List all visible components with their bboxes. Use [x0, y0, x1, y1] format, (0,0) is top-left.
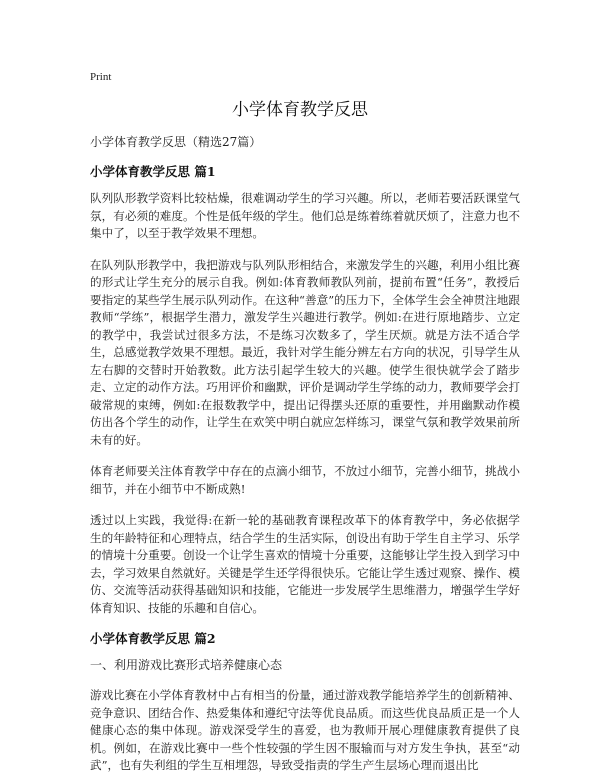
section-1: [90, 164, 520, 617]
document-title: 小学体育教学反思: [232, 100, 368, 120]
section-heading: 小学体育教学反思 篇2: [90, 631, 216, 646]
section-heading: 小学体育教学反思 篇1: [90, 164, 216, 179]
section-subheading: 一、利用游戏比赛形式培养健康心态: [90, 658, 283, 672]
paragraph: 队列队形教学资料比较枯燥，很难调动学生的学习兴趣。所以，老师若要活跃课堂气氛，有必须的难度。个性是低年级的学生。他们总是练着练着就厌烦了，注意力也不集中了，以至于教学效果不理想。: [90, 191, 520, 240]
paragraph: 体育老师要关注体育教学中存在的点滴小细节，不放过小细节，完善小细节，挑战小细节，并在小细节中不断成熟!: [90, 464, 520, 496]
paragraph: 透过以上实践，我觉得:在新一轮的基础教育课程改革下的体育教学中，务必依据学生的年龄特征和心理特点，结合学生的生活实际，创设出有助于学生自主学习、乐学的情境十分重要。创设一个让学生喜欢的情境十分重要，这能够让学生投入到学习中去，学习效果自然就好。关键是学生还学得很快乐。它能让学生透过观察、操作、模仿、交流等活动获得基础知识和技能，它能进一步发展学生思维潜力，增强学生学好体育知识、技能的乐趣和自信心。: [90, 513, 520, 615]
paragraph: 在队列队形教学中，我把游戏与队列队形相结合，来激发学生的兴趣，利用小组比赛的形式让学生充分的展示自我。例如:体育教师教队列前，提前布置“任务”，教授后要指定的某些学生展示队列动作。在这种“善意”的压力下，全体学生会全神贯注地跟教师“学练”，根据学生潜力，激发学生兴趣进行教学。例如:在进行原地踏步、立定的教学中，我尝试过很多方法，不是练习次数多了，学生厌烦。就是方法不适合学生，总感觉教学效果不理想。最近，我针对学生能分辨左右方向的状况，引导学生从左右脚的交替时开始教数。此方法引起学生较大的兴趣。使学生很快就学会了踏步走、立定的动作方法。巧用评价和幽默，评价是调动学生学练的动力，教师要学会打破常规的束缚，例如:在报数教学中，提出记得摆头还原的重要性，并用幽默动作模仿出各个学生的动作，让学生在欢笑中明白就应怎样练习，课堂气氛和教学效果前所未有的好。: [90, 257, 520, 447]
document-subtitle: 小学体育教学反思（精选27篇）: [90, 135, 262, 149]
print-link[interactable]: Print: [90, 71, 112, 83]
section-2: [90, 631, 520, 775]
paragraph: 游戏比赛在小学体育教材中占有相当的份量，通过游戏教学能培养学生的创新精神、竞争意识、团结合作、热爱集体和遵纪守法等优良品质。而这些优良品质正是一个人健康心态的集中体现。游戏深受学生的喜爱，也为教师开展心理健康教育提供了良机。例如，在游戏比赛中一些个性较强的学生因不服输而与对方发生争执，甚至“动武”，也有失利组的学生互相埋怨，导致受指责的学生产生层场心理而退出比: [90, 688, 520, 772]
document-body: [90, 134, 520, 776]
